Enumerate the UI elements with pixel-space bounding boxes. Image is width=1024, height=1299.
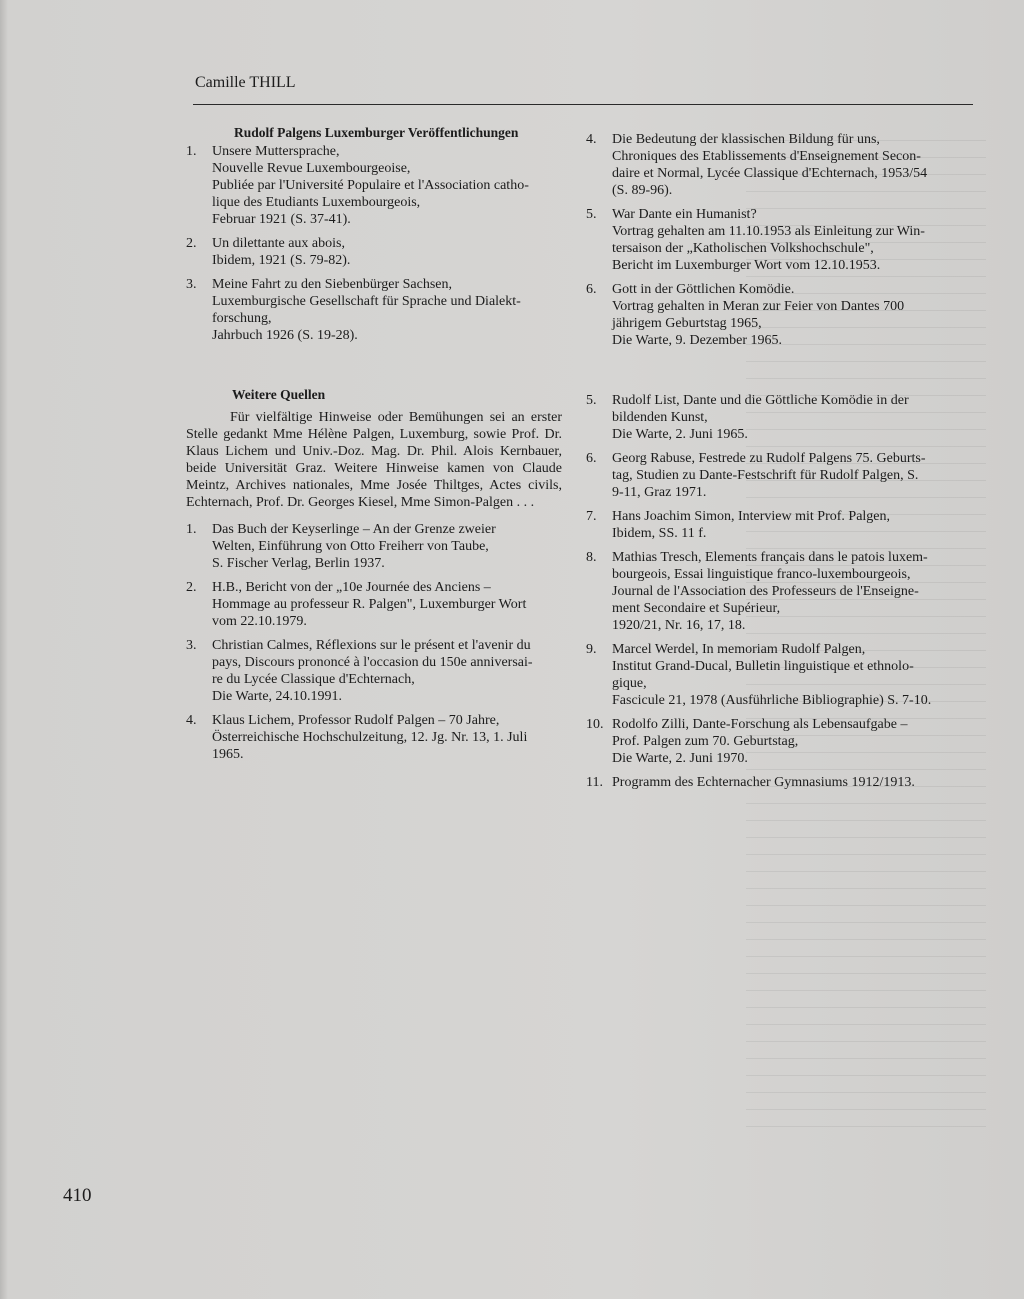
item-line: Jahrbuch 1926 (S. 19-28).: [212, 328, 358, 343]
list-item: [186, 276, 562, 344]
item-text: [212, 235, 562, 269]
item-text: [212, 521, 562, 572]
item-line: Chroniques des Etablissements d'Enseignement Secon-: [612, 149, 921, 164]
list-item: [186, 521, 562, 572]
list-item: [586, 508, 968, 542]
item-number: 8.: [586, 550, 597, 565]
item-line: Hommage au professeur R. Palgen", Luxemburger Wort: [212, 597, 527, 612]
publications-heading: Rudolf Palgens Luxemburger Veröffentlichungen: [234, 125, 519, 140]
item-line: ment Secondaire et Supérieur,: [612, 601, 781, 616]
item-line: Gott in der Göttlichen Komödie.: [612, 282, 795, 297]
item-line: Journal de l'Association des Professeurs de l'Enseigne-: [612, 584, 919, 599]
item-line: Prof. Palgen zum 70. Geburtstag,: [612, 734, 799, 749]
item-number: 5.: [586, 207, 597, 222]
item-text: [612, 508, 968, 542]
item-line: pays, Discours prononcé à l'occasion du 150e anniversai-: [212, 655, 533, 670]
item-line: Institut Grand-Ducal, Bulletin linguistique et ethnolo-: [612, 659, 914, 674]
item-line: daire et Normal, Lycée Classique d'Echternach, 1953/54: [612, 166, 928, 181]
list-item: [186, 637, 562, 705]
item-number: 2.: [186, 580, 197, 595]
list-item: [186, 143, 562, 228]
list-item: [586, 549, 968, 634]
item-line: Ibidem, 1921 (S. 79-82).: [212, 253, 351, 268]
item-line: Ibidem, SS. 11 f.: [612, 526, 707, 541]
column-gap: [586, 356, 968, 392]
item-line: 1965.: [212, 747, 244, 762]
item-text: [612, 131, 968, 199]
item-line: Die Bedeutung der klassischen Bildung für uns,: [612, 132, 880, 147]
item-text: [612, 206, 968, 274]
item-line: gique,: [612, 676, 647, 691]
sources-list: [186, 521, 562, 763]
item-line: re du Lycée Classique d'Echternach,: [212, 672, 415, 687]
item-line: Die Warte, 2. Juni 1970.: [612, 751, 748, 766]
item-line: Publiée par l'Université Populaire et l'Association catho-: [212, 178, 529, 193]
item-line: Mathias Tresch, Elements français dans le patois luxem-: [612, 550, 928, 565]
item-number: 7.: [586, 509, 597, 524]
item-line: Un dilettante aux abois,: [212, 236, 345, 251]
item-line: Österreichische Hochschulzeitung, 12. Jg. Nr. 13, 1. Juli: [212, 730, 528, 745]
item-line: lique des Etudiants Luxembourgeois,: [212, 195, 421, 210]
item-line: Die Warte, 24.10.1991.: [212, 689, 343, 704]
item-number: 3.: [186, 638, 197, 653]
item-line: Marcel Werdel, In memoriam Rudolf Palgen,: [612, 642, 866, 657]
right-column: [586, 131, 968, 798]
item-line: Unsere Muttersprache,: [212, 144, 340, 159]
item-number: 11.: [586, 775, 603, 790]
item-line: bourgeois, Essai linguistique franco-luxembourgeois,: [612, 567, 911, 582]
item-line: Rudolf List, Dante und die Göttliche Komödie in der: [612, 393, 909, 408]
item-line: tersaison der „Katholischen Volkshochschule",: [612, 241, 874, 256]
item-line: Programm des Echternacher Gymnasiums 1912/1913.: [612, 775, 915, 790]
sources-heading: Weitere Quellen: [232, 387, 326, 402]
item-number: 5.: [586, 393, 597, 408]
item-line: Luxemburgische Gesellschaft für Sprache und Dialekt-: [212, 294, 521, 309]
header-rule: [193, 104, 973, 105]
publications-list: [186, 143, 562, 344]
list-item: [586, 716, 968, 767]
item-line: Die Warte, 9. Dezember 1965.: [612, 333, 783, 348]
list-item: [586, 450, 968, 501]
item-text: [612, 549, 968, 634]
item-text: [612, 392, 968, 443]
item-line: 1920/21, Nr. 16, 17, 18.: [612, 618, 746, 633]
item-line: Vortrag gehalten in Meran zur Feier von Dantes 700: [612, 299, 905, 314]
item-line: War Dante ein Humanist?: [612, 207, 757, 222]
list-item: [586, 131, 968, 199]
item-number: 1.: [186, 144, 197, 159]
item-line: 9-11, Graz 1971.: [612, 485, 707, 500]
list-item: [586, 641, 968, 709]
list-item: [586, 392, 968, 443]
item-line: Februar 1921 (S. 37-41).: [212, 212, 351, 227]
item-text: [212, 712, 562, 763]
item-line: Vortrag gehalten am 11.10.1953 als Einleitung zur Win-: [612, 224, 925, 239]
item-line: (S. 89-96).: [612, 183, 673, 198]
item-text: [612, 641, 968, 709]
item-line: Meine Fahrt zu den Siebenbürger Sachsen,: [212, 277, 453, 292]
item-number: 6.: [586, 451, 597, 466]
running-header-author: Camille THILL: [195, 74, 296, 91]
sources-list-continued: [586, 392, 968, 791]
item-text: [212, 637, 562, 705]
acknowledgement-paragraph: Für vielfältige Hinweise oder Bemühungen sei an erster Stelle gedankt Mme Hélène Palgen, Luxemburg, sowie Prof. Dr. Klaus Lichem und Univ.-Doz. Mag. Dr. Phil. Alois Kernbauer, beide Universität Graz. Weitere Hinweise kamen von Claude Meintz, Archives nationales, Mme Josée Thiltges, Actes civils, Echternach, Prof. Dr. Georges Kiesel, Mme Simon-Palgen . . .: [186, 410, 562, 510]
item-line: vom 22.10.1979.: [212, 614, 307, 629]
item-text: [612, 716, 968, 767]
item-text: [612, 774, 968, 791]
item-line: bildenden Kunst,: [612, 410, 708, 425]
item-number: 9.: [586, 642, 597, 657]
item-line: Bericht im Luxemburger Wort vom 12.10.1953.: [612, 258, 881, 273]
item-line: tag, Studien zu Dante-Festschrift für Rudolf Palgen, S.: [612, 468, 919, 483]
item-number: 4.: [586, 132, 597, 147]
item-number: 3.: [186, 277, 197, 292]
item-line: Das Buch der Keyserlinge – An der Grenze zweier: [212, 522, 496, 537]
item-number: 4.: [186, 713, 197, 728]
item-number: 2.: [186, 236, 197, 251]
item-line: H.B., Bericht von der „10e Journée des Anciens –: [212, 580, 491, 595]
item-line: Christian Calmes, Réflexions sur le présent et l'avenir du: [212, 638, 531, 653]
list-item: [586, 281, 968, 349]
list-item: [586, 206, 968, 274]
item-text: [212, 579, 562, 630]
item-number: 1.: [186, 522, 197, 537]
list-item: [186, 579, 562, 630]
item-number: 6.: [586, 282, 597, 297]
item-line: forschung,: [212, 311, 272, 326]
item-line: Nouvelle Revue Luxembourgeoise,: [212, 161, 411, 176]
item-text: [212, 143, 562, 228]
list-item: [186, 235, 562, 269]
list-item: [186, 712, 562, 763]
list-item: [586, 774, 968, 791]
publications-list-continued: [586, 131, 968, 349]
item-line: Rodolfo Zilli, Dante-Forschung als Lebensaufgabe –: [612, 717, 908, 732]
item-text: [612, 450, 968, 501]
item-line: Welten, Einführung von Otto Freiherr von Taube,: [212, 539, 489, 554]
page-number: 410: [63, 1185, 92, 1206]
item-line: Hans Joachim Simon, Interview mit Prof. Palgen,: [612, 509, 891, 524]
item-line: Die Warte, 2. Juni 1965.: [612, 427, 748, 442]
item-number: 10.: [586, 717, 604, 732]
item-text: [212, 276, 562, 344]
item-text: [612, 281, 968, 349]
item-line: Georg Rabuse, Festrede zu Rudolf Palgens 75. Geburts-: [612, 451, 926, 466]
item-line: Klaus Lichem, Professor Rudolf Palgen – 70 Jahre,: [212, 713, 500, 728]
left-column: [186, 124, 562, 770]
item-line: jährigem Geburtstag 1965,: [612, 316, 762, 331]
item-line: S. Fischer Verlag, Berlin 1937.: [212, 556, 385, 571]
item-line: Fascicule 21, 1978 (Ausführliche Bibliographie) S. 7-10.: [612, 693, 932, 708]
